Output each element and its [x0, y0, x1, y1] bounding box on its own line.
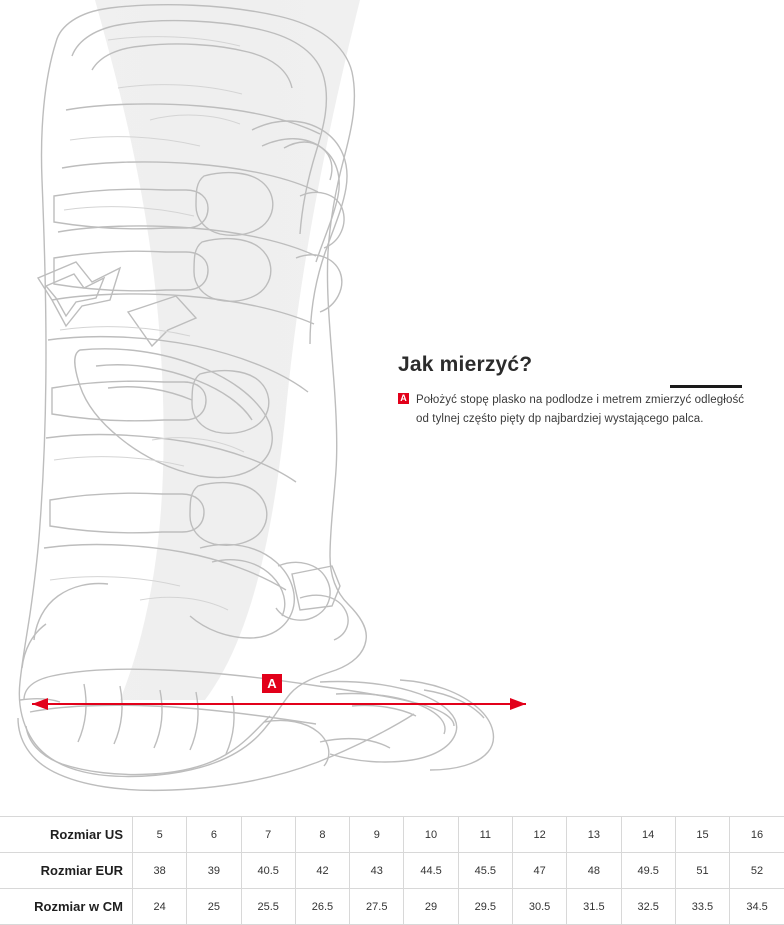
measurement-marker-a: A: [262, 674, 282, 693]
cell-cm-5: 27.5: [350, 889, 404, 925]
cell-us-10: 14: [621, 817, 675, 853]
cell-cm-10: 32.5: [621, 889, 675, 925]
instructions-panel: [398, 352, 748, 429]
cell-eur-9: 48: [567, 853, 621, 889]
cell-cm-6: 29: [404, 889, 458, 925]
cell-cm-4: 26.5: [295, 889, 349, 925]
instructions-title: Jak mierzyć?: [398, 353, 533, 376]
cell-cm-11: 33.5: [675, 889, 729, 925]
cell-us-7: 11: [458, 817, 512, 853]
size-conversion-table: [0, 816, 784, 925]
instruction-text: Położyć stopę plasko na podlodze i metrem zmierzyć odległość od tylnej częśto pięty dp najbardziej wystającego palca.: [416, 394, 745, 426]
cell-us-4: 8: [295, 817, 349, 853]
cell-us-5: 9: [350, 817, 404, 853]
cell-cm-7: 29.5: [458, 889, 512, 925]
cell-us-1: 5: [133, 817, 187, 853]
cell-eur-11: 51: [675, 853, 729, 889]
cell-eur-3: 40.5: [241, 853, 295, 889]
cell-cm-2: 25: [187, 889, 241, 925]
table-row: [0, 853, 784, 889]
cell-cm-1: 24: [133, 889, 187, 925]
cell-eur-12: 52: [730, 853, 784, 889]
cell-us-2: 6: [187, 817, 241, 853]
table-row: [0, 817, 784, 853]
cell-us-9: 13: [567, 817, 621, 853]
cell-us-6: 10: [404, 817, 458, 853]
cell-eur-8: 47: [512, 853, 566, 889]
cell-cm-9: 31.5: [567, 889, 621, 925]
title-underline: [670, 385, 742, 388]
cell-us-11: 15: [675, 817, 729, 853]
row-label-us: Rozmiar US: [0, 817, 133, 853]
cell-eur-4: 42: [295, 853, 349, 889]
table-row: [0, 889, 784, 925]
cell-eur-5: 43: [350, 853, 404, 889]
cell-us-12: 16: [730, 817, 784, 853]
cell-us-8: 12: [512, 817, 566, 853]
cell-eur-2: 39: [187, 853, 241, 889]
marker-a-badge: A: [398, 393, 409, 404]
cell-eur-6: 44.5: [404, 853, 458, 889]
cell-cm-8: 30.5: [512, 889, 566, 925]
cell-cm-12: 34.5: [730, 889, 784, 925]
row-label-eur: Rozmiar EUR: [0, 853, 133, 889]
cell-eur-10: 49.5: [621, 853, 675, 889]
instruction-item: [398, 391, 748, 429]
row-label-cm: Rozmiar w CM: [0, 889, 133, 925]
cell-eur-1: 38: [133, 853, 187, 889]
cell-cm-3: 25.5: [241, 889, 295, 925]
cell-us-3: 7: [241, 817, 295, 853]
cell-eur-7: 45.5: [458, 853, 512, 889]
